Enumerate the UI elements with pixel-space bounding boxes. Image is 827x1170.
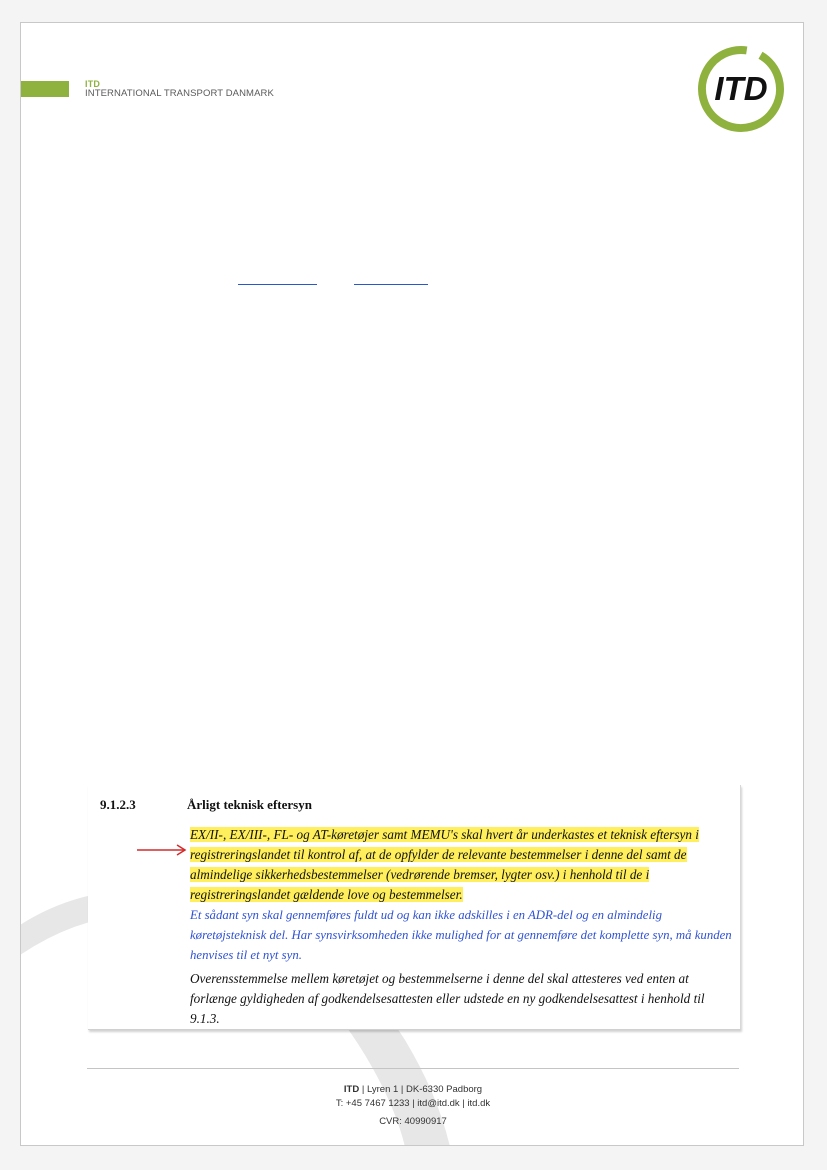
section-number: 9.1.2.3 [100, 797, 136, 812]
arrow-icon [136, 844, 188, 856]
footer-divider [87, 1068, 739, 1069]
brand-subtitle: INTERNATIONAL TRANSPORT DANMARK [85, 88, 274, 99]
section-title: Årligt teknisk eftersyn [187, 797, 312, 812]
document-page [20, 22, 804, 1146]
footer-cvr: CVR: 40990917 [379, 1116, 447, 1127]
footer-address-line [21, 1084, 804, 1095]
footer-contact: T: +45 7467 1233 | itd@itd.dk | itd.dk [335, 1098, 491, 1109]
footer-address: | Lyren 1 | DK-6330 Padborg [359, 1084, 483, 1095]
itd-logo [695, 43, 787, 135]
highlighted-paragraph [190, 825, 735, 905]
footer-company: ITD [343, 1084, 360, 1095]
hyperlink-underline[interactable] [354, 284, 428, 285]
body-paragraph: Overensstemmelse mellem køretøjet og bestemmelserne i denne del skal attesteres ved enten at forlænge gyldigheden af godkendelsesattesten eller udstede en ny godkendelsesattest i henhold til 9.1.3. [190, 971, 705, 1026]
header-accent-bar [21, 81, 69, 97]
highlight: EX/II-, EX/III-, FL- og AT-køretøjer samt MEMU's skal hvert år underkastes et teknisk eftersyn i registreringslandet til kontrol af, at de opfylder de relevante bestemmelser i denne del samt de almindelige sikkerhedsbestemmelser (vedrørende bremser, lygter osv.) i henhold til de i registreringslandet gældende love og bestemmelser. [190, 827, 699, 902]
comment-paragraph: Et sådant syn skal gennemføres fuldt ud og kan ikke adskilles i en ADR-del og en almindelig køretøjsteknisk del. Har synsvirksomheden ikke mulighed for at gennemføre det komplette syn, må kunden henvises til et nyt syn. [190, 908, 732, 962]
hyperlink-underline[interactable] [238, 284, 317, 285]
regulation-excerpt [88, 785, 741, 1030]
logo-text: ITD [714, 70, 768, 107]
brand-name: ITD [85, 79, 101, 89]
